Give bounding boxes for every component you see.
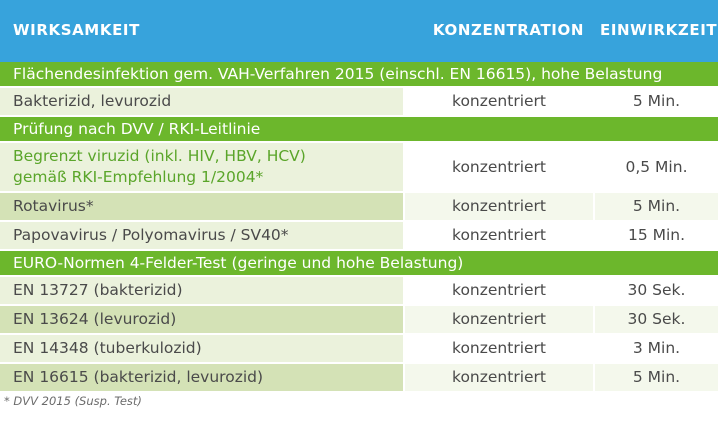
row-name: Bakterizid, levurozid — [13, 92, 172, 110]
row-name-line1: Begrenzt viruzid (inkl. HIV, HBV, HCV) — [13, 147, 306, 165]
section-title: Flächendesinfektion gem. VAH-Verfahren 2015 (einschl. EN 16615), hohe Belastung — [13, 64, 663, 83]
row-konzentration: konzentriert — [403, 277, 593, 304]
table-row — [0, 222, 718, 251]
row-konzentration: konzentriert — [403, 306, 593, 333]
row-konzentration: konzentriert — [403, 193, 593, 220]
table-row — [0, 335, 718, 364]
table-row — [0, 143, 718, 193]
section-header-dvv — [0, 117, 718, 143]
row-konzentration: konzentriert — [403, 335, 593, 362]
section-title: EURO-Normen 4-Felder-Test (geringe und hohe Belastung) — [13, 253, 464, 272]
row-zeit: 0,5 Min. — [593, 143, 718, 191]
header-wirksamkeit: WIRKSAMKEIT — [13, 21, 140, 39]
row-zeit: 30 Sek. — [593, 277, 718, 304]
row-name: Rotavirus* — [13, 197, 94, 215]
footnote: * DVV 2015 (Susp. Test) — [4, 394, 142, 408]
header-einwirkzeit: EINWIRKZEIT — [600, 21, 718, 39]
row-name: EN 13727 (bakterizid) — [13, 281, 183, 299]
section-title: Prüfung nach DVV / RKI-Leitlinie — [13, 119, 261, 138]
row-konzentration: konzentriert — [403, 222, 593, 249]
row-zeit: 30 Sek. — [593, 306, 718, 333]
section-header-vah — [0, 62, 718, 88]
row-zeit: 3 Min. — [593, 335, 718, 362]
table-row — [0, 88, 718, 117]
row-name: EN 13624 (levurozid) — [13, 310, 177, 328]
table-row — [0, 193, 718, 222]
row-konzentration: konzentriert — [403, 88, 593, 115]
row-konzentration: konzentriert — [403, 143, 593, 191]
table-row — [0, 364, 718, 393]
section-header-euro-normen — [0, 251, 718, 277]
table-row — [0, 277, 718, 306]
row-name: EN 16615 (bakterizid, levurozid) — [13, 368, 264, 386]
row-name: EN 14348 (tuberkulozid) — [13, 339, 202, 357]
row-name — [0, 143, 403, 191]
row-konzentration: konzentriert — [403, 364, 593, 391]
row-zeit: 15 Min. — [593, 222, 718, 249]
row-name-line2: gemäß RKI-Empfehlung 1/2004* — [13, 168, 264, 186]
header-konzentration: KONZENTRATION — [432, 21, 584, 39]
row-zeit: 5 Min. — [593, 193, 718, 220]
table-header — [0, 0, 718, 62]
table-row — [0, 306, 718, 335]
row-zeit: 5 Min. — [593, 364, 718, 391]
row-name: Papovavirus / Polyomavirus / SV40* — [13, 226, 289, 244]
row-zeit: 5 Min. — [593, 88, 718, 115]
